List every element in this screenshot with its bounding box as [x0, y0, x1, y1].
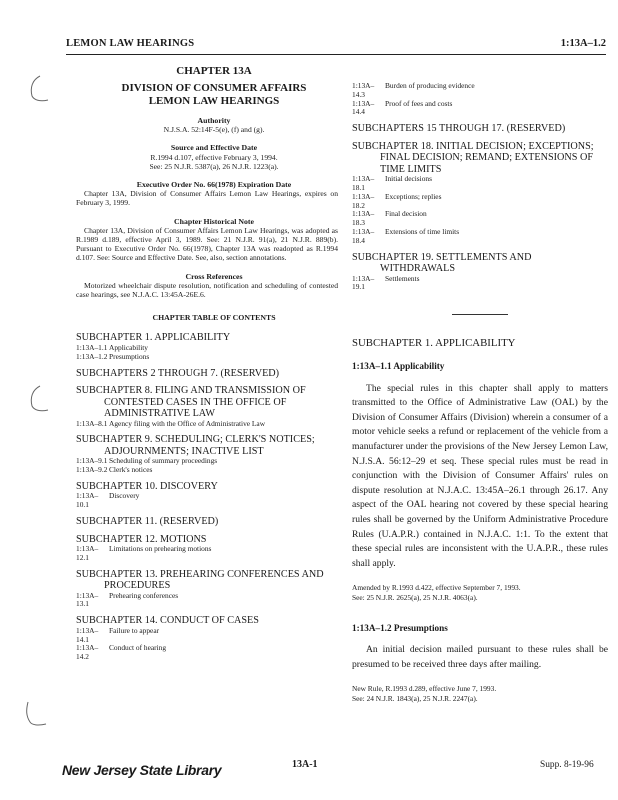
- authority-heading: Authority: [197, 116, 231, 125]
- toc-section-number: 1:13A–10.1: [76, 491, 99, 510]
- toc-section-name: Extensions of time limits: [385, 226, 460, 236]
- page-number: 13A-1: [292, 759, 318, 770]
- toc-section-entry: [352, 210, 608, 228]
- toc-section-entry: [76, 545, 338, 563]
- toc-section-number: 1:13A–19.1: [352, 273, 375, 292]
- authority-text: N.J.S.A. 52:14F-5(e), (f) and (g).: [163, 125, 265, 135]
- executive-order-block: [76, 180, 338, 208]
- toc-left: [76, 332, 338, 661]
- section-1-2-heading: 1:13A–1.2 Presumptions: [352, 623, 448, 634]
- toc-section-name: Final decision: [385, 209, 427, 219]
- toc-section-number: 1:13A–8.1: [76, 418, 108, 428]
- toc-section-name: Conduct of hearing: [109, 643, 167, 653]
- toc-section-number: 1:13A–14.2: [76, 643, 99, 662]
- toc-section-entry: [352, 100, 608, 118]
- toc-subchapter-title: SUBCHAPTER 1. APPLICABILITY: [76, 332, 231, 344]
- historical-note-heading: Chapter Historical Note: [174, 216, 254, 226]
- section-1-1-heading: 1:13A–1.1 Applicability: [352, 361, 445, 372]
- running-head-citation: 1:13A–1.2: [560, 38, 606, 49]
- source-heading: Source and Effective Date: [170, 143, 258, 153]
- toc-section-name: Initial decisions: [385, 174, 433, 184]
- toc-section-number: 1:13A–18.2: [352, 191, 375, 210]
- toc-section-entry: [76, 466, 338, 475]
- toc-subchapter-title: SUBCHAPTER 9. SCHEDULING; CLERK'S NOTICES; ADJOURNMENTS; INACTIVE LIST: [76, 434, 315, 457]
- chapter-number: CHAPTER 13A: [176, 65, 252, 77]
- running-head-title: LEMON LAW HEARINGS: [66, 38, 195, 49]
- binder-hole-mark-middle: [26, 384, 56, 414]
- toc-subchapter-title: SUBCHAPTERS 15 THROUGH 17. (RESERVED): [352, 123, 566, 135]
- toc-subchapter-title: SUBCHAPTER 18. INITIAL DECISION; EXCEPTIONS; FINAL DECISION; REMAND; EXTENSIONS OF TIME LIMITS: [352, 140, 594, 175]
- toc-heading: CHAPTER TABLE OF CONTENTS: [152, 313, 276, 323]
- chapter-division-line1: DIVISION OF CONSUMER AFFAIRS: [121, 82, 307, 94]
- binder-hole-mark-bottom: [22, 700, 52, 730]
- toc-section-entry: [76, 627, 338, 645]
- toc-section-number: 1:13A–9.2: [76, 465, 108, 475]
- chapter-division-line2: LEMON LAW HEARINGS: [148, 95, 280, 107]
- toc-subchapter-title: SUBCHAPTER 14. CONDUCT OF CASES: [76, 615, 259, 627]
- toc-section-number: 1:13A–14.3: [352, 81, 375, 99]
- section-1-1-body: The special rules in this chapter shall apply to matters transmitted to the Office of Administrative Law (OAL) by the Division of Consumer Affairs (Division) wherein a consumer of a motor vehicle seeks a refund or replacement of the vehicle from a manufacturer under the provisions of the New Jersey Lemon Law, N.J.S.A. 56:12–29 et seq. These special rules must be read in conjunction with the Division of Consumer Affairs' rules on dispute resolution at N.J.A.C. 13:45A–26.1 through 26.17. Any aspect of the OAL hearing not covered by these special hearing rules shall be governed by the Uniform Administrative Procedure Rules (U.A.P.R.) contained in N.J.A.C. 1:1. To the extent that these special rules are inconsistent with the U.A.P.R., these rules shall apply.: [352, 382, 608, 569]
- toc-section-entry: [76, 592, 338, 610]
- supplement-date: Supp. 8-19-96: [540, 760, 594, 770]
- toc-section-number: 1:13A–14.4: [352, 98, 375, 117]
- toc-section-entry: [352, 175, 608, 193]
- toc-subchapter-title: SUBCHAPTER 12. MOTIONS: [76, 533, 207, 545]
- running-head: [66, 38, 606, 55]
- cross-references-text: Motorized wheelchair dispute resolution, notification and scheduling of contested case hearings, see N.J.A.C. 13:45A-26E.6.: [76, 280, 338, 300]
- authority-block: [90, 116, 338, 134]
- toc-section-name: Clerk's notices: [109, 465, 153, 475]
- toc-section-entry: [76, 644, 338, 662]
- toc-section-number: 1:13A–18.3: [352, 209, 375, 228]
- section-1-2-body: An initial decision mailed pursuant to these rules shall be presumed to be received three days after mailing.: [352, 644, 608, 670]
- toc-subchapter-title: SUBCHAPTER 11. (RESERVED): [76, 516, 219, 528]
- toc-section-number: 1:13A–1.2: [76, 351, 108, 361]
- historical-note-text: Chapter 13A, Division of Consumer Affairs Lemon Law Hearings, was adopted as R.1989 d.189, effective April 3, 1989. See: 21 N.J.R. 91(a), 21 N.J.R. 889(b). Pursuant to Executive Order No. 66(1978), Chapter 13A was readopted as R.1994 d.107. See: Source and Effective Date. See, also, section annotations.: [76, 225, 338, 263]
- toc-section-name: Applicability: [109, 342, 148, 352]
- source-block: [90, 143, 338, 171]
- toc-section-number: 1:13A–1.1: [76, 342, 108, 352]
- section-1-2-history-2: See: 24 N.J.R. 1843(a), 25 N.J.R. 2247(a).: [352, 693, 478, 703]
- toc-subchapter-title: SUBCHAPTER 8. FILING AND TRANSMISSION OF CONTESTED CASES IN THE OFFICE OF ADMINISTRATIVE LAW: [76, 385, 306, 420]
- toc-subchapter-title: SUBCHAPTER 10. DISCOVERY: [76, 480, 218, 492]
- toc-section-name: Settlements: [385, 273, 420, 283]
- toc-section-name: Exceptions; replies: [385, 191, 442, 201]
- toc-subchapter-title: SUBCHAPTERS 2 THROUGH 7. (RESERVED): [76, 367, 280, 379]
- toc-right: [352, 123, 608, 292]
- library-stamp: New Jersey State Library: [62, 762, 222, 778]
- toc-section-entry: [76, 353, 338, 362]
- executive-order-text: Chapter 13A, Division of Consumer Affairs Lemon Law Hearings, expires on February 3, 1999.: [76, 189, 338, 208]
- toc-section-entry: [352, 275, 608, 293]
- toc-section-name: Prehearing conferences: [109, 590, 179, 600]
- source-line1: R.1994 d.107, effective February 3, 1994.: [150, 152, 278, 162]
- toc-section-entry: [76, 420, 338, 429]
- section-1-1-history-2: See: 25 N.J.R. 2625(a), 25 N.J.R. 4063(a).: [352, 592, 478, 602]
- cross-references-heading: Cross References: [185, 271, 243, 281]
- toc-section-number: 1:13A–18.1: [352, 174, 375, 192]
- cross-references-block: [76, 272, 338, 300]
- toc-section-number: 1:13A–18.4: [352, 226, 375, 245]
- section-1-2-history-1: New Rule, R.1993 d.289, effective June 7, 1993.: [352, 684, 497, 694]
- toc-section-entry: [352, 193, 608, 211]
- toc-section-name: Agency filing with the Office of Administrative Law: [109, 418, 266, 428]
- toc-section-name: Presumptions: [109, 351, 150, 361]
- toc-section-number: 1:13A–9.1: [76, 456, 108, 466]
- toc-right-continued: [352, 82, 608, 117]
- left-column: [76, 65, 338, 662]
- binder-hole-mark-top: [26, 74, 56, 104]
- executive-order-heading: Executive Order No. 66(1978) Expiration Date: [136, 180, 292, 190]
- toc-subchapter-title: SUBCHAPTER 13. PREHEARING CONFERENCES AND PROCEDURES: [76, 568, 324, 592]
- toc-section-entry: [76, 492, 338, 510]
- source-line2: See: 25 N.J.R. 5387(a), 26 N.J.R. 1223(a).: [149, 161, 279, 171]
- toc-section-number: 1:13A–13.1: [76, 590, 99, 609]
- toc-subchapter-title: SUBCHAPTER 19. SETTLEMENTS AND WITHDRAWALS: [352, 251, 532, 275]
- toc-section-number: 1:13A–12.1: [76, 544, 99, 562]
- toc-section-entry: [352, 82, 608, 100]
- toc-section-name: Burden of producing evidence: [385, 81, 475, 90]
- subchapter1-title: SUBCHAPTER 1. APPLICABILITY: [352, 337, 516, 350]
- toc-section-number: 1:13A–14.1: [76, 625, 99, 644]
- toc-section-name: Discovery: [109, 491, 140, 501]
- section-divider-rule: [452, 314, 508, 315]
- toc-section-name: Scheduling of summary proceedings: [109, 456, 218, 466]
- section-1-1-history-1: Amended by R.1993 d.422, effective September 7, 1993.: [352, 583, 521, 593]
- toc-section-name: Limitations on prehearing motions: [109, 544, 212, 554]
- toc-section-name: Proof of fees and costs: [385, 98, 453, 108]
- right-column: [352, 82, 608, 703]
- historical-note-block: [76, 217, 338, 263]
- toc-section-entry: [352, 228, 608, 246]
- toc-section-name: Failure to appear: [109, 625, 160, 635]
